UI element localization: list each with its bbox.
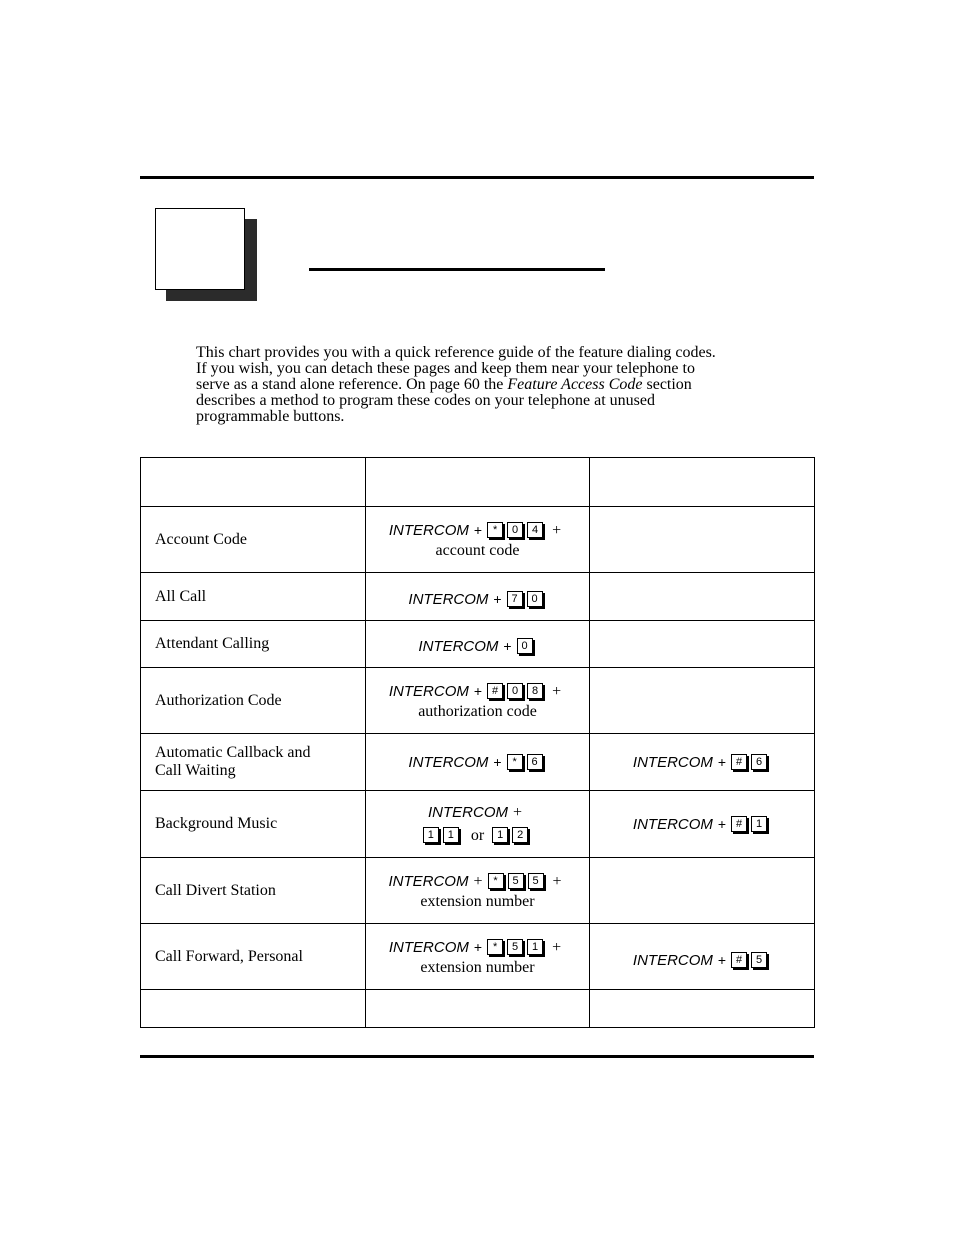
header-cell-feature (141, 458, 366, 507)
header-cell-code (366, 458, 590, 507)
keypad-key: * (487, 939, 503, 955)
table-header-row (141, 458, 815, 507)
table-row (141, 621, 815, 668)
key-group (423, 824, 463, 846)
intro-line (196, 377, 776, 393)
key-group (731, 949, 771, 971)
dial-code (366, 507, 590, 573)
intro-line: If you wish, you can detach these pages and keep them near your telephone to (196, 360, 695, 377)
intro-line: This chart provides you with a quick reference guide of the feature dialing codes. (196, 344, 716, 361)
intro-line: describes a method to program these codes on your telephone at unused (196, 392, 655, 409)
plus-sign: + (503, 637, 512, 654)
keypad-key: # (731, 754, 747, 770)
keypad-key: # (731, 816, 747, 832)
keypad-key: 0 (527, 591, 543, 607)
intercom-label: INTERCOM (427, 803, 508, 821)
keypad-key: 6 (527, 754, 543, 770)
table-row (141, 791, 815, 858)
keypad-key: 7 (507, 591, 523, 607)
plus-sign: + (473, 939, 483, 955)
intercom-label: INTERCOM (632, 753, 713, 771)
keypad-key: 0 (517, 638, 533, 654)
plus-sign: + (493, 753, 502, 770)
key-group (487, 519, 547, 541)
cancel-code (590, 990, 815, 1028)
intercom-label: INTERCOM (418, 637, 499, 655)
table-row (141, 924, 815, 990)
dial-code (366, 791, 590, 858)
keypad-key: * (507, 754, 523, 770)
cancel-code (590, 621, 815, 668)
cancel-code (590, 573, 815, 621)
plus-sign: + (512, 803, 523, 821)
intro-line: programmable buttons. (196, 408, 345, 425)
top-rule (140, 176, 814, 179)
intercom-label: INTERCOM (388, 683, 469, 700)
keypad-key: * (488, 873, 504, 889)
bottom-rule (140, 1055, 814, 1058)
keypad-key: 0 (507, 522, 523, 538)
feature-code-table (140, 457, 815, 1028)
keypad-key: 2 (512, 827, 528, 843)
keypad-key: 5 (508, 873, 524, 889)
code-suffix: authorization code (418, 703, 537, 720)
plus-sign: + (473, 873, 483, 890)
keypad-key: # (731, 952, 747, 968)
keypad-key: * (487, 522, 503, 538)
keypad-key: 4 (527, 522, 543, 538)
keypad-key: 1 (751, 816, 767, 832)
dial-code (366, 858, 590, 924)
table-row (141, 668, 815, 734)
cancel-code (590, 734, 815, 791)
text: Call Waiting (155, 762, 236, 779)
cancel-code (590, 858, 815, 924)
key-group (492, 824, 532, 846)
header-cell-cancel (590, 458, 815, 507)
or-label: or (470, 826, 485, 844)
table-row (141, 734, 815, 791)
keypad-key: 1 (527, 939, 543, 955)
dial-code (366, 924, 590, 990)
code-suffix: account code (435, 542, 520, 559)
intercom-label: INTERCOM (388, 873, 469, 890)
code-suffix: extension number (420, 959, 535, 976)
dial-code (366, 573, 590, 621)
text: section (642, 376, 692, 393)
keypad-key: 5 (528, 873, 544, 889)
dial-code (366, 668, 590, 734)
intercom-label: INTERCOM (632, 815, 713, 833)
keypad-key: 6 (751, 754, 767, 770)
intercom-label: INTERCOM (388, 939, 469, 956)
key-group (517, 635, 537, 657)
feature-name: Authorization Code (141, 668, 366, 734)
plus-sign: + (552, 522, 562, 539)
plus-sign: + (717, 753, 727, 770)
cancel-code (590, 507, 815, 573)
feature-name: Account Code (141, 507, 366, 573)
key-group (487, 680, 547, 702)
cancel-code (590, 924, 815, 990)
keypad-key: 1 (492, 827, 508, 843)
key-group (507, 751, 547, 773)
table-row (141, 858, 815, 924)
key-group (487, 936, 547, 958)
feature-name: Attendant Calling (141, 621, 366, 668)
plus-sign: + (493, 591, 502, 607)
text: Automatic Callback and (155, 744, 311, 761)
table-row (141, 573, 815, 621)
key-group (507, 588, 547, 610)
plus-sign: + (717, 952, 727, 968)
plus-sign: + (552, 939, 562, 956)
keypad-key: 1 (443, 827, 459, 843)
feature-name: Call Forward, Personal (141, 924, 366, 990)
key-group (731, 751, 771, 773)
plus-sign: + (552, 873, 562, 890)
table-row (141, 990, 815, 1028)
cancel-code (590, 668, 815, 734)
intro-paragraph (196, 345, 776, 425)
intercom-label: INTERCOM (408, 591, 489, 608)
dial-code (366, 734, 590, 791)
text: serve as a stand alone reference. On page 60 the (196, 376, 508, 393)
feature-name: Call Divert Station (141, 858, 366, 924)
keypad-key: 8 (527, 683, 543, 699)
feature-access-code-ref: Feature Access Code (507, 376, 643, 393)
title-underline (309, 268, 605, 271)
feature-name (141, 734, 366, 791)
intercom-label: INTERCOM (632, 952, 713, 969)
feature-name: Background Music (141, 791, 366, 858)
code-suffix: extension number (420, 893, 535, 910)
feature-name (141, 990, 366, 1028)
cancel-code (590, 791, 815, 858)
plus-sign: + (473, 683, 483, 699)
keypad-key: # (487, 683, 503, 699)
plus-sign: + (717, 815, 727, 832)
intercom-label: INTERCOM (408, 753, 489, 771)
table-row (141, 507, 815, 573)
keypad-key: 0 (507, 683, 523, 699)
plus-sign: + (473, 522, 483, 538)
plus-sign: + (552, 683, 562, 700)
feature-name: All Call (141, 573, 366, 621)
dial-code (366, 621, 590, 668)
keypad-key: 5 (751, 952, 767, 968)
intercom-label: INTERCOM (388, 522, 469, 539)
key-group (731, 813, 771, 835)
keypad-key: 5 (507, 939, 523, 955)
key-group (488, 870, 548, 892)
chapter-box (155, 208, 245, 290)
keypad-key: 1 (423, 827, 439, 843)
dial-code (366, 990, 590, 1028)
